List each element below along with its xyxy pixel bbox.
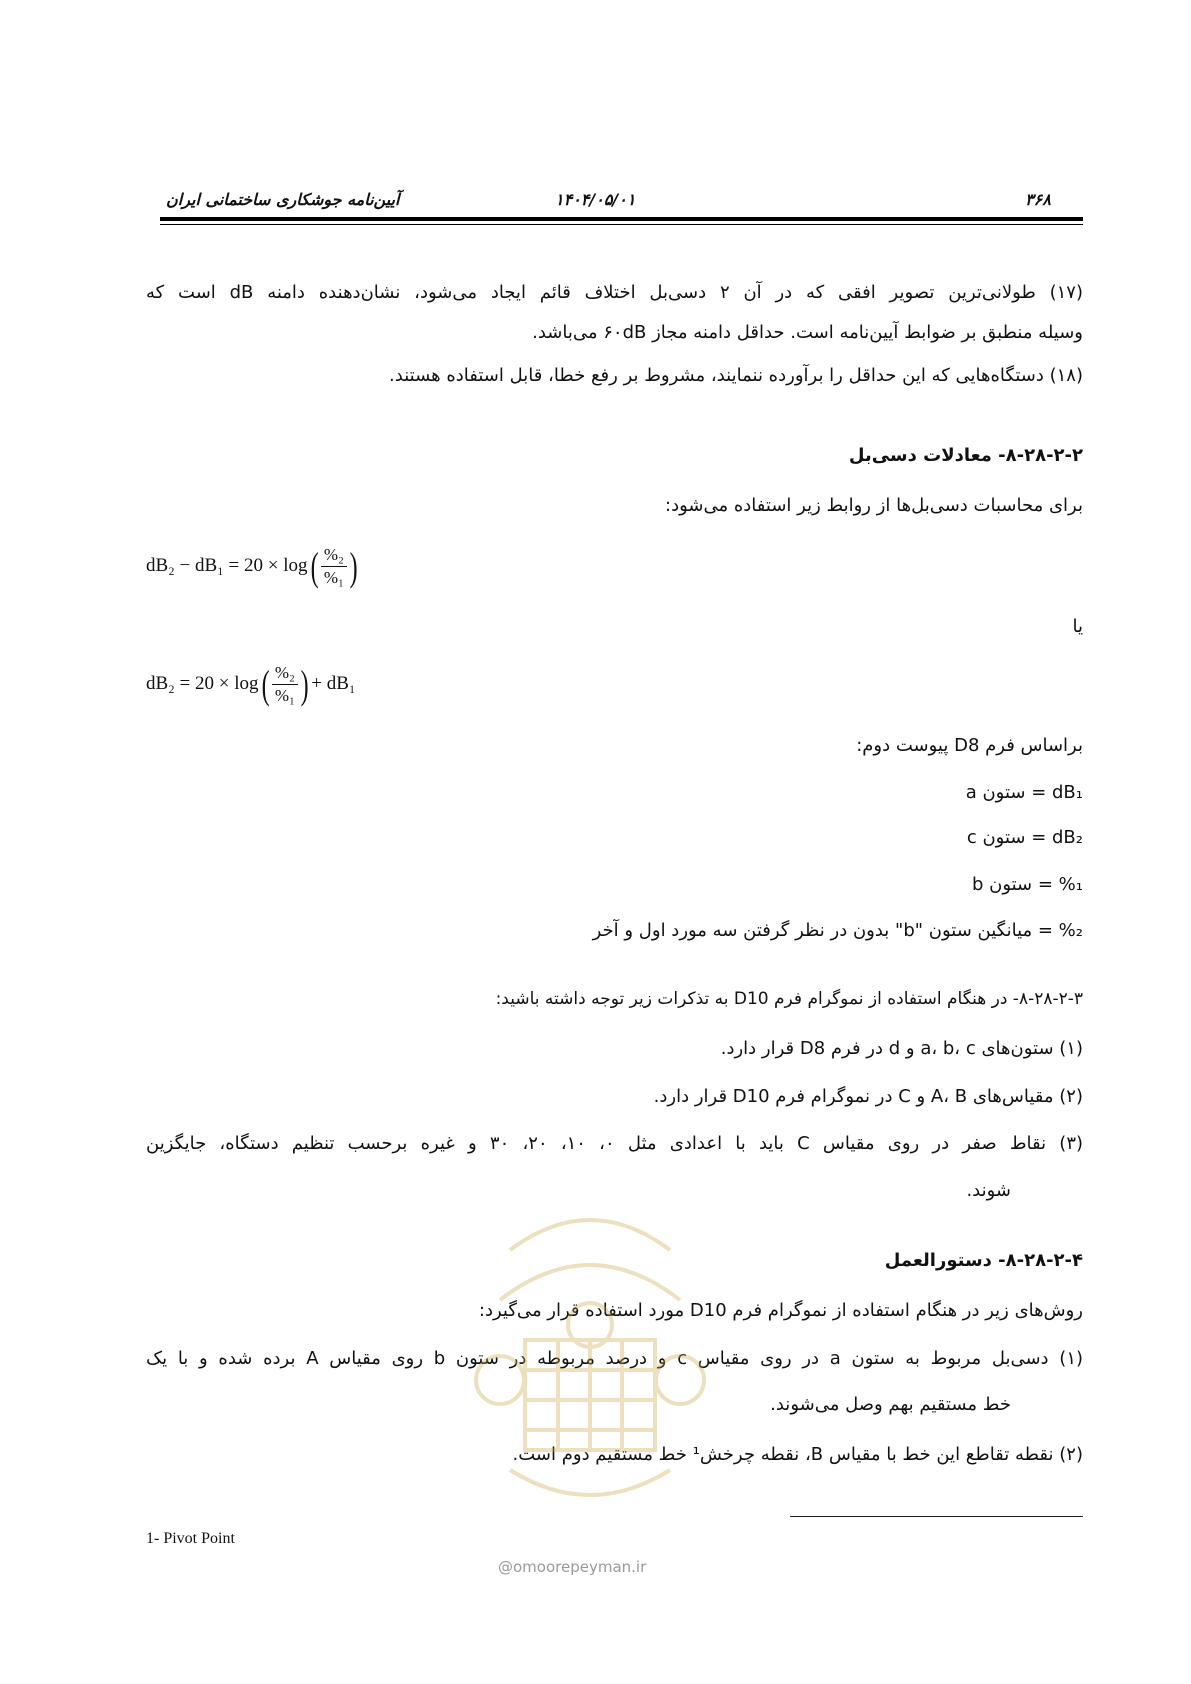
equation-1: dB₂ − dB₁ = 20 × log( $\frac{\text{\%₂}}{\text{\%₁}}$ ): [146, 543, 358, 589]
section-4-intro: روش‌های زیر در هنگام استفاده از نموگرام فرم D10 مورد استفاده قرار می‌گیرد:: [478, 1300, 1083, 1321]
equation-2-tail: + dB₁: [311, 672, 356, 694]
section-heading-decibel-equations: ۸-۲۸-۲-۲- معادلات دسی‌بل: [848, 445, 1083, 466]
item-18: (۱۸) دستگاه‌هایی که این حداقل را برآورده ننمایند، مشروط بر رفع خطا، قابل استفاده هستند.: [389, 365, 1083, 386]
footnote-rule: [790, 1516, 1083, 1517]
section-heading-instructions: ۸-۲۸-۲-۴- دستورالعمل: [884, 1250, 1083, 1271]
equation-1-denominator: %₁: [323, 568, 344, 587]
equation-1-fraction: [321, 544, 347, 589]
section-heading-nomogram-notes: ۸-۲۸-۲-۳- در هنگام استفاده از نموگرام فرم D10 به تذکرات زیر توجه داشته باشید:: [495, 989, 1083, 1009]
item-17-line-1: (۱۷) طولانی‌ترین تصویر افقی که در آن ۲ دسی‌بل اختلاف قائم ایجاد می‌شود، نشان‌دهنده دامنه dB است که: [146, 282, 1083, 303]
equation-2: dB₂ = 20 × log( $\frac{\text{\%₂}}{\text{\%₁}}$ ) + dB₁: [146, 661, 356, 707]
equation-2-denominator: %₁: [274, 686, 295, 705]
mapping-row: dB₁ = ستون a: [965, 782, 1083, 803]
step-2: (۲) نقطه تقاطع این خط با مقیاس B، نقطه چرخش¹ خط مستقیم دوم است.: [512, 1444, 1083, 1465]
item-17-line-2: وسیله منطبق بر ضوابط آیین‌نامه است. حداقل دامنه مجاز ۶۰dB می‌باشد.: [532, 322, 1083, 343]
watermark-logo: [470, 1190, 710, 1550]
step-1-line-1: (۱) دسی‌بل مربوط به ستون a در روی مقیاس c و درصد مربوطه در ستون b روی مقیاس A برده شده و با یک: [146, 1348, 1084, 1369]
note-3-line-2: شوند.: [966, 1180, 1011, 1201]
section-2-intro: برای محاسبات دسی‌بل‌ها از روابط زیر استفاده می‌شود:: [665, 495, 1083, 516]
or-label: یا: [1072, 616, 1083, 637]
header-rule-thick: [160, 217, 1083, 221]
running-head-title: آیین‌نامه جوشکاری ساختمانی ایران: [166, 190, 400, 209]
page-number: ۳۶۸: [1025, 190, 1051, 209]
footnote: 1- Pivot Point: [146, 1530, 235, 1547]
form-mapping-intro: براساس فرم D8 پیوست دوم:: [856, 735, 1083, 756]
header-rule-thin: [160, 224, 1083, 225]
running-head-date: ۱۴۰۴/۰۵/۰۱: [555, 190, 636, 209]
watermark-site: @omoorepeyman.ir: [498, 1558, 647, 1576]
note-3-line-1: (۳) نقاط صفر در روی مقیاس C باید با اعدادی مثل ۰، ۱۰، ۲۰، ۳۰ و غیره برحسب تنظیم دستگاه، جایگزین: [146, 1133, 1084, 1154]
equation-2-numerator: %₂: [272, 662, 298, 685]
equation-2-fraction: [272, 662, 298, 707]
note-2: (۲) مقیاس‌های A، B و C در نموگرام فرم D10 قرار دارد.: [653, 1086, 1083, 1107]
mapping-row: %₂ = میانگین ستون "b" بدون در نظر گرفتن سه مورد اول و آخر: [592, 920, 1083, 941]
equation-1-numerator: %₂: [321, 544, 347, 567]
step-1-line-2: خط مستقیم بهم وصل می‌شوند.: [770, 1394, 1011, 1415]
equation-2-lhs: dB₂ = 20 × log: [146, 672, 259, 694]
mapping-row: %₁ = ستون b: [971, 874, 1083, 895]
equation-1-lhs: dB₂ − dB₁ = 20 × log: [146, 554, 308, 576]
note-1: (۱) ستون‌های a، b، c و d در فرم D8 قرار دارد.: [720, 1038, 1083, 1059]
mapping-row: dB₂ = ستون c: [966, 827, 1083, 848]
